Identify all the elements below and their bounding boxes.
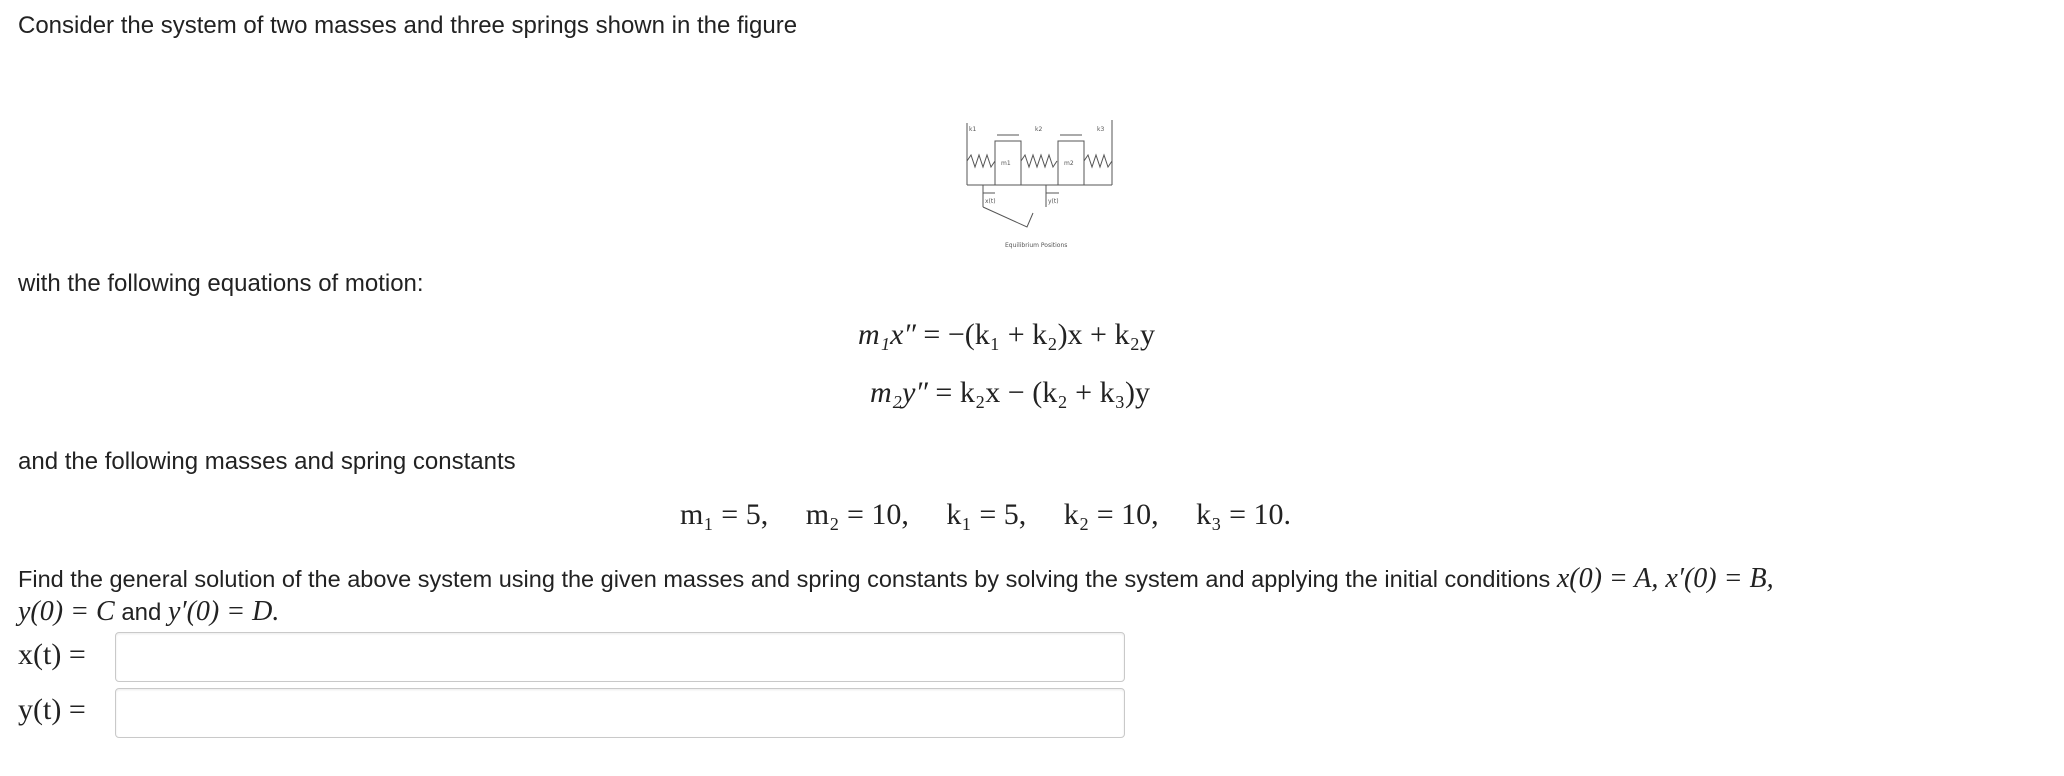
equilibrium-pointer [983, 207, 1033, 227]
spring-2 [1021, 155, 1057, 167]
equation-1 [858, 318, 1178, 352]
spring-3-label: k3 [1097, 126, 1105, 133]
constants-intro-text: and the following masses and spring constants [18, 448, 516, 475]
mass-1-label: m1 [1001, 160, 1011, 167]
x-label: x(t) [985, 198, 996, 205]
spring-3 [1084, 155, 1112, 167]
task-line-2-math-a: y(0) = C [18, 596, 115, 627]
equation-1-rhs: = −(k₁ + k₂)x + k₂y [923, 318, 1155, 351]
task-line-1-text: Find the general solution of the above system using the given masses and spring constants by solving the system and applying the initial conditions [18, 566, 1551, 592]
figure-caption: Equilibrium Positions [1005, 242, 1068, 249]
y-label: y(t) [1048, 198, 1059, 205]
x-answer-input[interactable] [115, 632, 1125, 682]
task-line-1 [18, 563, 1774, 595]
equation-1-lhs: m₁x″ [858, 318, 916, 351]
y-answer-label: y(t) = [18, 693, 86, 726]
spring-2-label: k2 [1035, 126, 1043, 133]
equation-2 [870, 376, 1190, 410]
spring-1 [967, 155, 995, 167]
task-line-2 [18, 596, 279, 628]
y-answer-input[interactable] [115, 688, 1125, 738]
equation-2-rhs: = k₂x − (k₂ + k₃)y [935, 376, 1151, 409]
task-line-1-math: x(0) = A, x′(0) = B, [1556, 563, 1774, 594]
equations-intro-text: with the following equations of motion: [18, 270, 424, 297]
intro-text: Consider the system of two masses and three springs shown in the figure [18, 12, 798, 39]
x-answer-label: x(t) = [18, 638, 86, 671]
task-line-2-math-b: y′(0) = D. [168, 596, 280, 627]
equation-2-lhs: m₂y″ [870, 376, 928, 409]
spring-mass-figure [955, 115, 1125, 255]
constants-values: m₁ = 5, m₂ = 10, k₁ = 5, k₂ = 10, k₃ = 10. [680, 498, 1292, 531]
spring-1-label: k1 [969, 126, 977, 133]
task-line-2-and: and [121, 599, 162, 626]
mass-2-label: m2 [1064, 160, 1074, 167]
